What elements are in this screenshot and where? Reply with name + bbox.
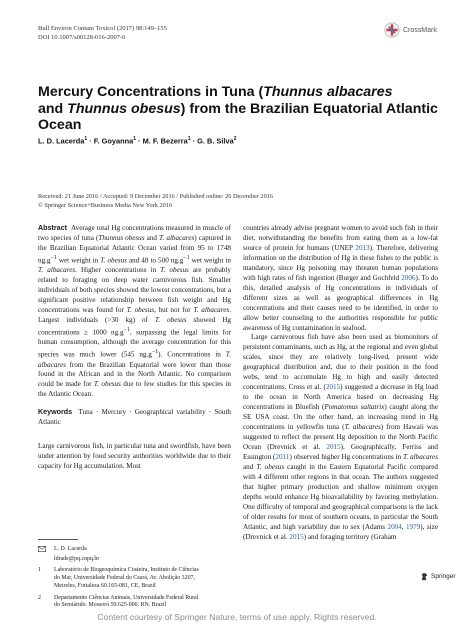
author-name[interactable]: M. F. Bezerra — [142, 136, 188, 146]
doi-line: DOI 10.1007/s00128-016-2007-0 — [38, 33, 126, 41]
crossmark-label: CrossMark — [403, 26, 437, 34]
contact-name: L. D. Lacerda — [54, 546, 87, 552]
publisher-name: Springer — [431, 573, 456, 580]
footnote-divider — [38, 539, 78, 540]
right-column — [243, 224, 438, 543]
springer-horse-icon — [420, 572, 429, 581]
affiliation-1: 1 Laboratório de Biogeoquímica Costeira, Instituto de Ciências do Mar, Universidade Federal do Ceará, Av. Abolição 3207, Meireles, Fortaleza 60.165-081, CE, Brazil — [38, 567, 199, 589]
citation-link[interactable]: 2015 — [326, 442, 341, 451]
crossmark-badge[interactable] — [384, 22, 437, 38]
affiliation-2: 2 Departamento Ciências Animais, Universidade Federal Rural — [38, 594, 199, 601]
copyright-line: © Springer Science+Business Media New York 2016 — [38, 201, 173, 209]
introduction-paragraph: Large carnivorous fish, in particular tuna and swordfish, have been under attention by food security authorities worldwide due to their capacity for Hg accumulation. Most — [38, 442, 231, 471]
springer-logo — [420, 572, 456, 581]
article-title: Mercury Concentrations in Tuna (Thunnus albacares and Thunnus obesus) from the Brazilian Equatorial Atlantic Ocean — [38, 84, 438, 133]
author-name[interactable]: L. D. Lacerda — [38, 136, 85, 146]
abstract-label: Abstract — [38, 224, 67, 232]
keywords-label: Keywords — [38, 408, 73, 417]
envelope-icon — [38, 546, 50, 556]
citation-link[interactable]: 2006 — [401, 273, 416, 282]
left-column — [38, 224, 231, 472]
courtesy-notice: Content courtesy of Springer Nature, terms of use apply. Rights reserved. — [0, 606, 474, 629]
journal-citation: Bull Environ Contam Toxicol (2017) 98:149–155 — [38, 25, 167, 32]
footnotes — [38, 546, 231, 610]
body-paragraph: Large carnivorous fish have also been used as biomonitors of persistent contaminants, such as Hg, at the regional and even global scales, since they are relatively long-lived, present wide geographical distribution and, due to their position in the food webs, tend to accumulate Hg to high and easily detected concentrations. Cross et al. (2015) suggested a decrease in Hg load to the ocean in North America based on decreasing Hg concentrations in Bluefish (Pomatomus saltatrix) caught along the SE USA coast. On the other hand, an increasing trend in Hg concentrations in yellowfin tuna (T. albacares) from Hawaii was suggested to reflect the present Hg deposition to the North Pacific Ocean (Drevnick et al. 2015). Geographically, Ferriss and Essington (2011) observed higher Hg concentrations in T. albacares and T. obesus caught in the Eastern Equatorial Pacific compared with 4 different other regions in that ocean. The authors suggested that higher primary production and shallow minimum oxygen depths would enhance Hg bioavailability by favoring methylation. One difficulty of temporal and geographical comparisons is the lack of older results for most of southern oceans, in particular the South Atlantic, and high variability due to sex (Adams 2004, 1979), size (Drevnick et al. 2015) and foraging territory (Graham — [243, 333, 439, 541]
citation-link[interactable]: 2015 — [289, 532, 304, 541]
body-paragraph: countries already advise pregnant women to avoid such fish in their diet, notwithstanding the benefits from eating them as a low-fat source of protein for humans (UNEP 2013). Therefore, delivering information on the distribution of Hg in these fishes to the public is mandatory, since Hg poisoning may threaten human populations with high rates of fish ingestion (Burger and Gochfeld 2006). To do this, detailed analysis of Hg concentrations in individuals of different sizes as well as geographical differences in Hg concentrations and their causes need to be identified, in order to allow better counseling to the authorities responsible for public awareness of Hg contamination in seafood. — [243, 224, 438, 332]
author-name[interactable]: F. Goyanna — [93, 136, 134, 146]
keywords-text: Tuna · Mercury · Geographical variability · South Atlantic — [38, 408, 231, 427]
citation-link[interactable]: 2011 — [275, 452, 290, 461]
citation-link[interactable]: 2015 — [325, 383, 341, 392]
abstract: Abstract Average total Hg concentrations measured in muscle of two species of tuna (Thunnus obesus and T. albacares) captured in the Brazilian Equatorial Atlantic Ocean varied from 95 to 1748 $ng.g^{-1}$ wet weight in T. obesus and 48 to 500 $ng.g^{-1}$ wet weight in T. albacares. Higher concentrations in T. obesus are probably related to foraging on deep water carnivorous fish. Smaller individuals of both species showed the lowest concentrations, but a significant positive relationship between fish weight and Hg concentrations was found for T. obesus, but not for T. albacares. Largest individuals (>30 kg) of T. obesus showed Hg concentrations ≥ 1000 $ng.g^{-1}$, surpassing the legal limits for human consumption, although the average concentration for this species was much lower (545 $ng.g^{-1}$). Concentrations in T. albacares from the Brazilian Equatorial were lower than those found in the African and in the North Atlantic. No comparison could be made for T. obesus due to few studies for this species in the Atlantic Ocean. — [38, 224, 232, 399]
crossmark-icon — [384, 22, 400, 38]
citation-link[interactable]: 2004 — [387, 522, 402, 531]
citation-link[interactable]: 1979 — [406, 522, 421, 531]
keywords — [38, 408, 231, 428]
contact-email[interactable]: ldrade@pq.cnpq.br — [54, 555, 100, 562]
corresponding-author — [38, 546, 231, 556]
author-list: L. D. Lacerda$^1$ · F. Goyanna$^1$ · M. F. Bezerra$^1$ · G. B. Silva$^2$ — [38, 136, 237, 146]
author-name[interactable]: G. B. Silva — [197, 136, 234, 146]
dates-line: Received: 21 June 2016 / Accepted: 9 December 2016 / Published online: 26 December 2016 — [38, 193, 274, 200]
journal-reference — [38, 25, 167, 42]
publication-history — [38, 193, 273, 210]
citation-link[interactable]: 2013 — [355, 243, 370, 252]
